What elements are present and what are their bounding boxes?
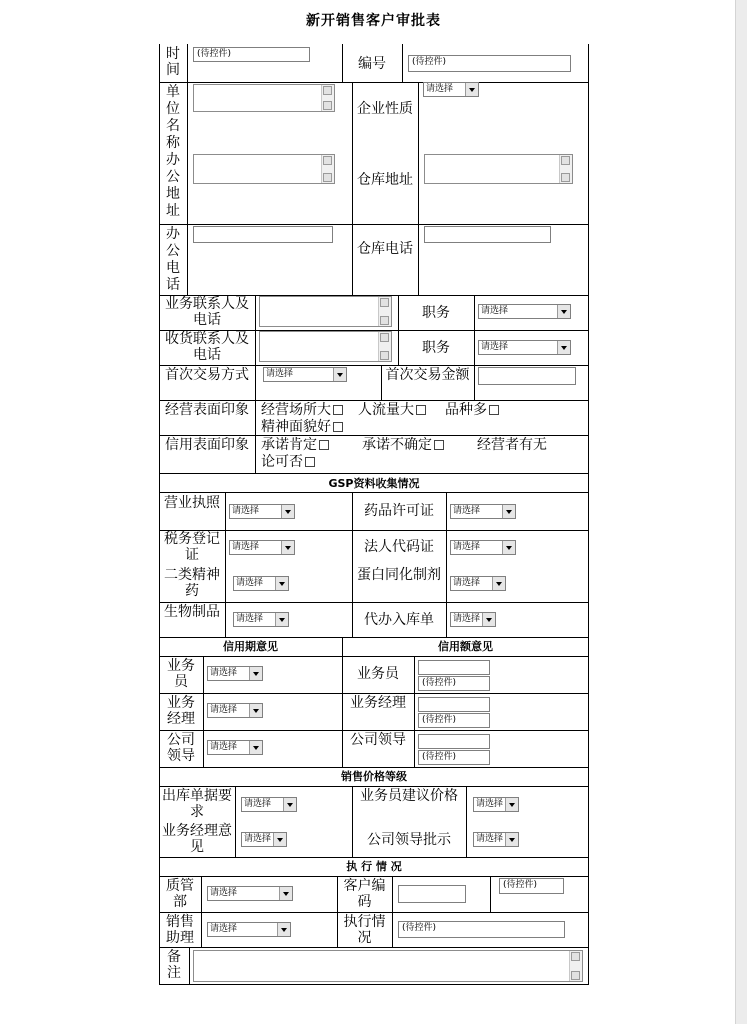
enterprise-nature-label: 企业性质 <box>357 101 413 117</box>
warehouse-address-textarea[interactable] <box>424 154 573 184</box>
checkbox[interactable] <box>333 405 343 415</box>
chevron-down-icon <box>283 798 296 811</box>
warehouse-phone-input[interactable] <box>424 226 551 243</box>
chevron-down-icon <box>492 577 505 590</box>
chevron-down-icon <box>482 613 495 626</box>
agent-stock-select[interactable]: 请选择 <box>450 612 496 627</box>
first-trade-method-select[interactable]: 请选择 <box>263 367 347 382</box>
amount-leader-input[interactable] <box>418 734 490 749</box>
biologics-label: 生物制品 <box>164 604 220 620</box>
sales-assistant-select[interactable]: 请选择 <box>207 922 291 937</box>
quality-dept-label: 质管部 <box>166 878 194 910</box>
office-address-label: 办公地址 <box>166 152 180 219</box>
chevron-down-icon <box>249 704 262 717</box>
amount-salesman-input[interactable] <box>418 660 490 675</box>
biz-contact-textarea[interactable] <box>259 296 392 327</box>
protein-assim-label: 蛋白同化制剂 <box>357 567 441 583</box>
manager-opinion-label: 业务经理意见 <box>162 823 232 855</box>
amount-salesman-control[interactable]: (待控件) <box>418 676 490 691</box>
warehouse-phone-label: 仓库电话 <box>357 241 413 257</box>
amount-salesman-label: 业务员 <box>357 666 399 682</box>
option-business-site[interactable]: 经营场所大 <box>261 402 345 419</box>
checkbox[interactable] <box>333 422 343 432</box>
option-variety[interactable]: 品种多 <box>445 402 501 419</box>
legal-code-label: 法人代码证 <box>364 539 434 555</box>
receive-contact-label: 收货联系人及电话 <box>165 331 249 363</box>
drug-permit-select[interactable]: 请选择 <box>450 504 516 519</box>
amount-manager-label: 业务经理 <box>350 695 406 711</box>
receive-position-label: 职务 <box>422 340 450 356</box>
protein-assim-select[interactable]: 请选择 <box>450 576 506 591</box>
number-field[interactable]: (待控件) <box>408 55 571 72</box>
biz-contact-label: 业务联系人及电话 <box>165 296 249 328</box>
first-trade-amount-label: 首次交易金额 <box>385 367 470 383</box>
amount-leader-control[interactable]: (待控件) <box>418 750 490 765</box>
amount-manager-input[interactable] <box>418 697 490 712</box>
first-trade-amount-input[interactable] <box>478 367 576 385</box>
credit-impression-label: 信用表面印象 <box>165 437 249 453</box>
chevron-down-icon <box>502 505 515 518</box>
exec-section-title: 执 行 情 况 <box>346 860 402 873</box>
unit-name-label: 单位名称 <box>166 84 180 151</box>
chevron-down-icon <box>275 577 288 590</box>
option-foot-traffic[interactable]: 人流量大 <box>358 402 428 419</box>
enterprise-nature-select[interactable]: 请选择 <box>423 82 479 97</box>
tax-reg-select[interactable]: 请选择 <box>229 540 295 555</box>
checkbox[interactable] <box>319 440 329 450</box>
chevron-down-icon <box>502 541 515 554</box>
class2-psych-label: 二类精神药 <box>164 567 220 599</box>
credit-manager-label: 业务经理 <box>167 695 195 727</box>
chevron-down-icon <box>277 923 290 936</box>
first-trade-method-label: 首次交易方式 <box>165 367 249 383</box>
chevron-down-icon <box>557 341 570 354</box>
office-phone-input[interactable] <box>193 226 333 243</box>
option-promise-unsure[interactable]: 承诺不确定 <box>362 437 446 454</box>
credit-leader-label: 公司领导 <box>167 732 195 764</box>
business-license-label: 营业执照 <box>164 495 220 511</box>
chevron-down-icon <box>505 833 518 846</box>
credit-period-title: 信用期意见 <box>223 640 278 653</box>
checkbox[interactable] <box>434 440 444 450</box>
time-label: 时间 <box>166 46 180 78</box>
option-spirit[interactable]: 精神面貌好 <box>261 419 345 436</box>
remark-label: 备注 <box>167 949 181 981</box>
option-promise-sure[interactable]: 承诺肯定 <box>261 437 331 454</box>
office-address-textarea[interactable] <box>193 154 335 184</box>
time-field[interactable]: (待控件) <box>193 47 310 62</box>
option-discuss[interactable]: 论可否 <box>261 454 317 471</box>
receive-contact-textarea[interactable] <box>259 331 392 362</box>
credit-leader-select[interactable]: 请选择 <box>207 740 263 755</box>
biz-position-label: 职务 <box>422 305 450 321</box>
page-title: 新开销售客户审批表 <box>306 13 441 29</box>
option-operator-comment: 经营者有无 <box>477 437 547 453</box>
chevron-down-icon <box>249 667 262 680</box>
credit-salesman-select[interactable]: 请选择 <box>207 666 263 681</box>
stock-doc-label: 出库单据要求 <box>162 788 232 820</box>
credit-salesman-label: 业务员 <box>167 658 195 690</box>
chevron-down-icon <box>333 368 346 381</box>
salesman-suggest-label: 业务员建议价格 <box>360 788 458 804</box>
chevron-down-icon <box>281 505 294 518</box>
number-label: 编号 <box>358 56 386 72</box>
chevron-down-icon <box>465 83 478 96</box>
chevron-down-icon <box>275 613 288 626</box>
amount-manager-control[interactable]: (待控件) <box>418 713 490 728</box>
leader-instruction-select[interactable]: 请选择 <box>473 832 519 847</box>
credit-amount-title: 信用额意见 <box>438 640 493 653</box>
amount-leader-label: 公司领导 <box>350 732 406 748</box>
checkbox[interactable] <box>305 457 315 467</box>
class2-psych-select[interactable]: 请选择 <box>233 576 289 591</box>
chevron-down-icon <box>273 833 286 846</box>
gsp-section-title: GSP资料收集情况 <box>328 477 420 490</box>
credit-manager-select[interactable]: 请选择 <box>207 703 263 718</box>
business-license-select[interactable]: 请选择 <box>229 504 295 519</box>
exec-status-label: 执行情况 <box>343 914 386 946</box>
checkbox[interactable] <box>416 405 426 415</box>
tax-reg-label: 税务登记证 <box>164 531 220 563</box>
chevron-down-icon <box>281 541 294 554</box>
manager-opinion-select[interactable]: 请选择 <box>241 832 287 847</box>
exec-status-control[interactable]: (待控件) <box>398 921 565 938</box>
drug-permit-label: 药品许可证 <box>364 503 434 519</box>
page-scrollbar[interactable] <box>735 0 747 1024</box>
receive-position-select[interactable]: 请选择 <box>478 340 571 355</box>
warehouse-address-label: 仓库地址 <box>357 172 413 188</box>
chevron-down-icon <box>505 798 518 811</box>
office-phone-label: 办公电话 <box>166 226 180 293</box>
chevron-down-icon <box>279 887 292 900</box>
stock-doc-select[interactable]: 请选择 <box>241 797 297 812</box>
quality-dept-select[interactable]: 请选择 <box>207 886 293 901</box>
chevron-down-icon <box>557 305 570 318</box>
chevron-down-icon <box>249 741 262 754</box>
price-section-title: 销售价格等级 <box>341 770 407 783</box>
checkbox[interactable] <box>489 405 499 415</box>
unit-name-textarea[interactable] <box>193 84 335 112</box>
salesman-suggest-select[interactable]: 请选择 <box>473 797 519 812</box>
business-impression-label: 经营表面印象 <box>165 402 249 418</box>
remark-textarea[interactable] <box>193 950 583 982</box>
customer-code-input[interactable] <box>398 885 466 903</box>
biz-position-select[interactable]: 请选择 <box>478 304 571 319</box>
sales-assistant-label: 销售助理 <box>166 914 194 946</box>
agent-stock-label: 代办入库单 <box>364 612 434 628</box>
biologics-select[interactable]: 请选择 <box>233 612 289 627</box>
customer-code-control[interactable]: (待控件) <box>499 878 564 894</box>
legal-code-select[interactable]: 请选择 <box>450 540 516 555</box>
leader-instruction-label: 公司领导批示 <box>367 832 451 848</box>
customer-code-label: 客户编码 <box>343 878 386 910</box>
